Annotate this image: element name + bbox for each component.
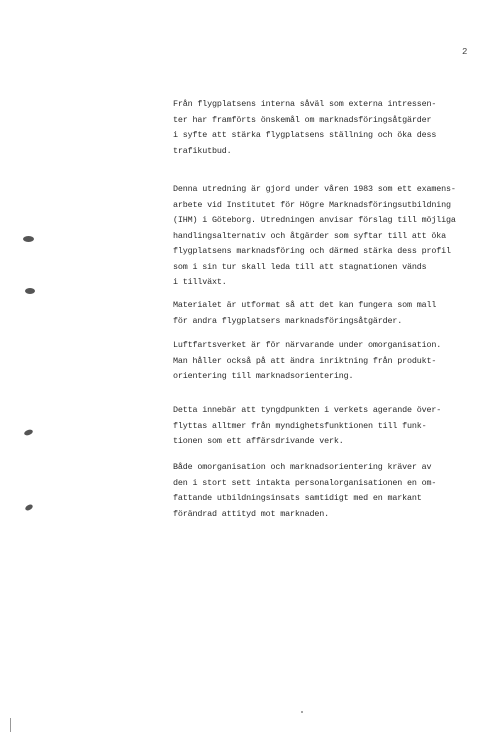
text-line: förändrad attityd mot marknaden.	[173, 508, 330, 519]
text-line: Både omorganisation och marknadsorientering kräver av	[173, 462, 432, 472]
paragraph-4	[173, 338, 473, 385]
text-line: den i stort sett intakta personalorganisationen en om-	[173, 477, 437, 488]
paragraph-1	[173, 97, 473, 159]
margin-line-mark	[10, 718, 11, 732]
text-line: flyttas alltmer från myndighetsfunktionen till funk-	[173, 420, 427, 431]
text-line: Detta innebär att tyngdpunkten i verkets agerande över-	[173, 405, 442, 415]
text-line: i syfte att stärka flygplatsens ställning och öka dess	[173, 130, 437, 140]
text-line: Materialet är utformat så att det kan fungera som mall	[173, 300, 437, 310]
paragraph-3	[173, 298, 473, 329]
text-line: Från flygplatsens interna såväl som externa intressen-	[173, 99, 437, 109]
page-number: 2	[462, 47, 468, 57]
paragraph-2	[173, 182, 473, 291]
text-line: (IHM) i Göteborg. Utredningen anvisar förslag till möjliga	[173, 215, 456, 225]
text-line: Man håller också på att ändra inriktning från produkt-	[173, 355, 437, 366]
text-line: tionen som ett affärsdrivande verk.	[173, 436, 344, 446]
text-line: Denna utredning är gjord under våren 1983 som ett examens-	[173, 184, 456, 194]
paragraph-6	[173, 460, 473, 522]
text-line: fattande utbildningsinsats samtidigt med en markant	[173, 493, 422, 503]
scan-speck	[301, 711, 303, 713]
text-line: orientering till marknadsorientering.	[173, 371, 354, 381]
punch-hole-mark	[25, 288, 35, 294]
text-line: handlingsalternativ och åtgärder som syftar till att öka	[173, 230, 447, 241]
text-line: i tillväxt.	[173, 277, 227, 287]
text-line: Luftfartsverket är för närvarande under omorganisation.	[173, 340, 442, 350]
punch-hole-mark	[24, 503, 33, 511]
paragraph-5	[173, 403, 473, 450]
punch-hole-mark	[23, 429, 33, 437]
punch-hole-mark	[23, 236, 34, 242]
text-line: trafikutbud.	[173, 145, 232, 156]
text-line: som i sin tur skall leda till att stagnationen vänds	[173, 261, 427, 272]
text-line: arbete vid Institutet för Högre Marknadsföringsutbildning	[173, 199, 451, 210]
text-line: för andra flygplatsers marknadsföringsåtgärder.	[173, 315, 403, 326]
text-line: flygplatsens marknadsföring och därmed stärka dess profil	[173, 246, 451, 256]
text-line: ter har framförts önskemål om marknadsföringsåtgärder	[173, 114, 432, 125]
